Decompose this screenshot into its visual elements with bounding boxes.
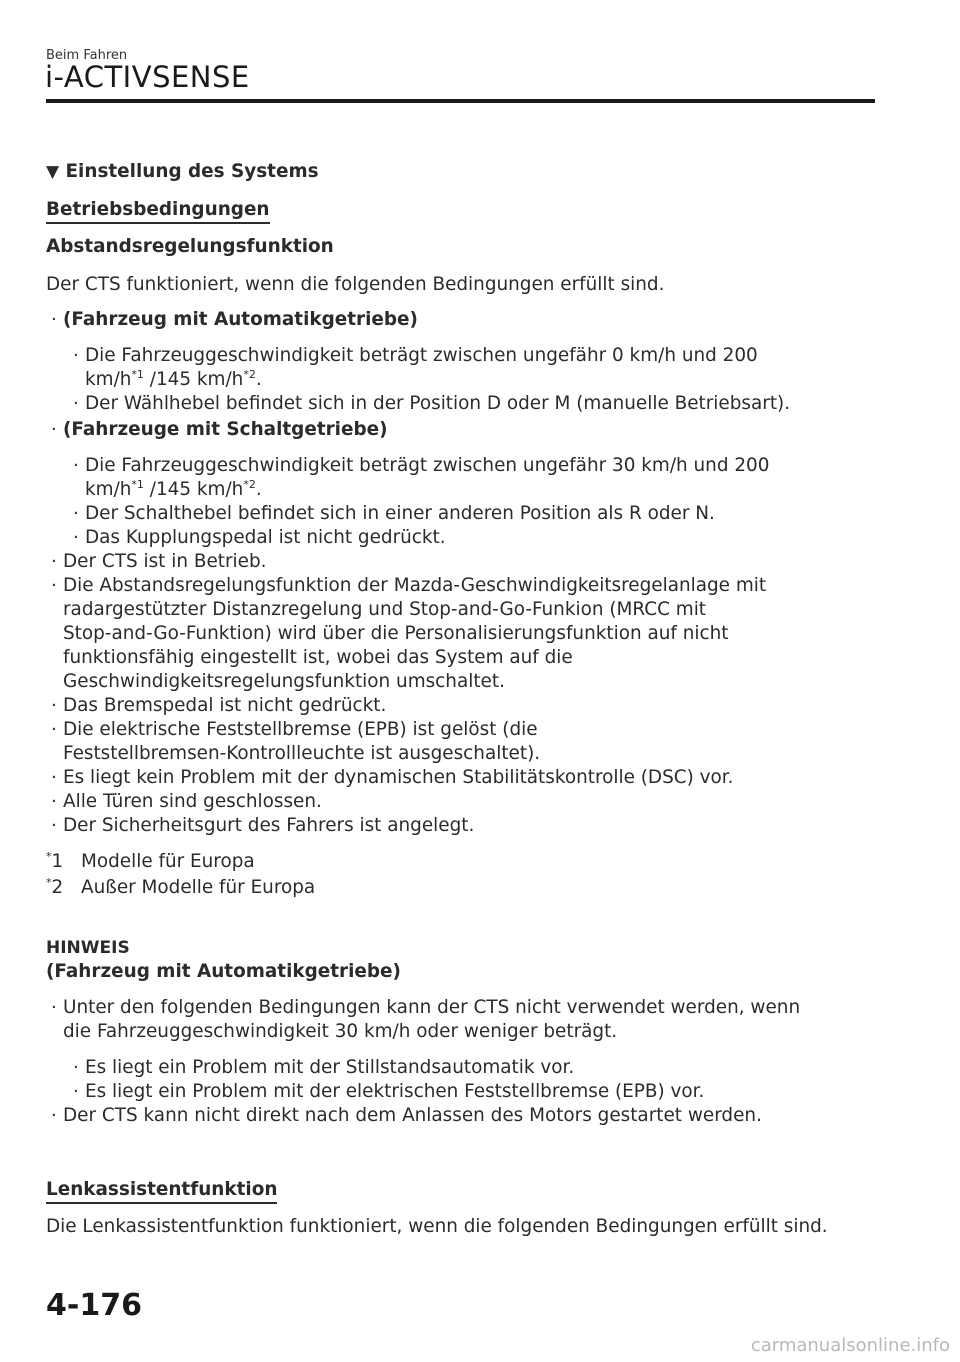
triangle-icon: ▼: [46, 162, 60, 182]
list-item-continued: Feststellbremsen-Kontrollleuchte ist ausgeschaltet).: [63, 743, 541, 764]
bullet-icon: ·: [73, 527, 79, 548]
subheading: [46, 199, 270, 221]
steering-heading-text: Lenkassistentfunktion: [46, 1179, 277, 1204]
bullet-icon: ·: [73, 1081, 79, 1102]
note-label: (Fahrzeug mit Automatikgetriebe): [46, 961, 401, 982]
note-item: Der CTS kann nicht direkt nach dem Anlassen des Motors gestartet werden.: [63, 1105, 762, 1126]
subsection-title: Abstandsregelungsfunktion: [46, 236, 334, 257]
bullet-icon: ·: [51, 695, 57, 716]
list-item-continued: radargestützter Distanzregelung und Stop-and-Go-Funkion (MRCC mit: [63, 599, 707, 620]
footnote-1: [46, 851, 63, 873]
list-item-speed: [85, 479, 262, 501]
note-subitem: Es liegt ein Problem mit der Stillstandsautomatik vor.: [85, 1057, 575, 1078]
list-item-speed: [85, 369, 262, 391]
list-item: Es liegt kein Problem mit der dynamischen Stabilitätskontrolle (DSC) vor.: [63, 767, 734, 788]
bullet-icon: ·: [51, 719, 57, 740]
bullet-icon: ·: [51, 1105, 57, 1126]
bullet-icon: ·: [51, 815, 57, 836]
bullet-icon: ·: [51, 791, 57, 812]
subheading-text: Betriebsbedingungen: [46, 199, 270, 224]
footnote-ref: *1: [131, 477, 144, 491]
note-item: Unter den folgenden Bedingungen kann der CTS nicht verwendet werden, wenn: [63, 997, 801, 1018]
footnote-ref: *2: [243, 477, 256, 491]
list-item: Alle Türen sind geschlossen.: [63, 791, 322, 812]
footnote-ref: *2: [243, 367, 256, 381]
note-title: HINWEIS: [46, 938, 130, 958]
section-heading: [46, 161, 319, 183]
bullet-icon: ·: [51, 419, 57, 440]
note-subitem: Es liegt ein Problem mit der elektrischen Feststellbremse (EPB) vor.: [85, 1081, 705, 1102]
chapter-title: i-ACTIVSENSE: [45, 60, 250, 94]
footnote-star: *: [46, 849, 52, 863]
list-item-continued: Stop-and-Go-Funktion) wird über die Personalisierungsfunktion auf nicht: [63, 623, 729, 644]
speed-text: km/h: [85, 369, 132, 390]
speed-text: km/h: [85, 479, 132, 500]
bullet-icon: ·: [73, 455, 79, 476]
breadcrumb: Beim Fahren: [46, 48, 128, 63]
bullet-icon: ·: [51, 767, 57, 788]
note-item-continued: die Fahrzeuggeschwindigkeit 30 km/h oder weniger beträgt.: [63, 1021, 618, 1042]
list-item: Der Sicherheitsgurt des Fahrers ist angelegt.: [63, 815, 475, 836]
list-item: Das Kupplungspedal ist nicht gedrückt.: [85, 527, 446, 548]
list-item: Der Schalthebel befindet sich in einer anderen Position als R oder N.: [85, 503, 715, 524]
section-heading-text: Einstellung des Systems: [65, 161, 319, 182]
list-item-continued: funktionsfähig eingestellt ist, wobei das System auf die: [63, 647, 573, 668]
page-number: 4-176: [46, 1288, 142, 1323]
bullet-icon: ·: [73, 1057, 79, 1078]
footnote-ref: *1: [131, 367, 144, 381]
steering-heading: [46, 1179, 277, 1201]
manual-label: (Fahrzeuge mit Schaltgetriebe): [63, 419, 388, 440]
list-item: Die Abstandsregelungsfunktion der Mazda-Geschwindigkeitsregelanlage mit: [63, 575, 767, 596]
auto-label: (Fahrzeug mit Automatikgetriebe): [63, 309, 418, 330]
footnote-2: [46, 877, 63, 899]
period: .: [255, 369, 262, 390]
list-item: Die Fahrzeuggeschwindigkeit beträgt zwischen ungefähr 30 km/h und 200: [85, 455, 770, 476]
intro-text: Der CTS funktioniert, wenn die folgenden Bedingungen erfüllt sind.: [46, 274, 665, 295]
list-item: Der Wählhebel befindet sich in der Position D oder M (manuelle Betriebsart).: [85, 393, 791, 414]
speed-text: /145 km/h: [143, 369, 244, 390]
bullet-icon: ·: [73, 345, 79, 366]
footnote-1-text: Modelle für Europa: [81, 851, 255, 872]
list-item-continued: Geschwindigkeitsregelungsfunktion umschaltet.: [63, 671, 505, 692]
bullet-icon: ·: [51, 551, 57, 572]
list-item: Die Fahrzeuggeschwindigkeit beträgt zwischen ungefähr 0 km/h und 200: [85, 345, 758, 366]
list-item: Die elektrische Feststellbremse (EPB) ist gelöst (die: [63, 719, 538, 740]
footnote-number: 2: [51, 877, 64, 898]
watermark: carmanualsonline.info: [750, 1335, 950, 1356]
bullet-icon: ·: [51, 309, 57, 330]
footnote-number: 1: [51, 851, 64, 872]
list-item: Der CTS ist in Betrieb.: [63, 551, 267, 572]
bullet-icon: ·: [73, 393, 79, 414]
header-rule: [46, 99, 875, 103]
bullet-icon: ·: [51, 997, 57, 1018]
period: .: [255, 479, 262, 500]
speed-text: /145 km/h: [143, 479, 244, 500]
bullet-icon: ·: [73, 503, 79, 524]
footnote-star: *: [46, 875, 52, 889]
steering-intro: Die Lenkassistentfunktion funktioniert, wenn die folgenden Bedingungen erfüllt sind.: [46, 1216, 828, 1237]
list-item: Das Bremspedal ist nicht gedrückt.: [63, 695, 387, 716]
footnote-2-text: Außer Modelle für Europa: [81, 877, 316, 898]
bullet-icon: ·: [51, 575, 57, 596]
